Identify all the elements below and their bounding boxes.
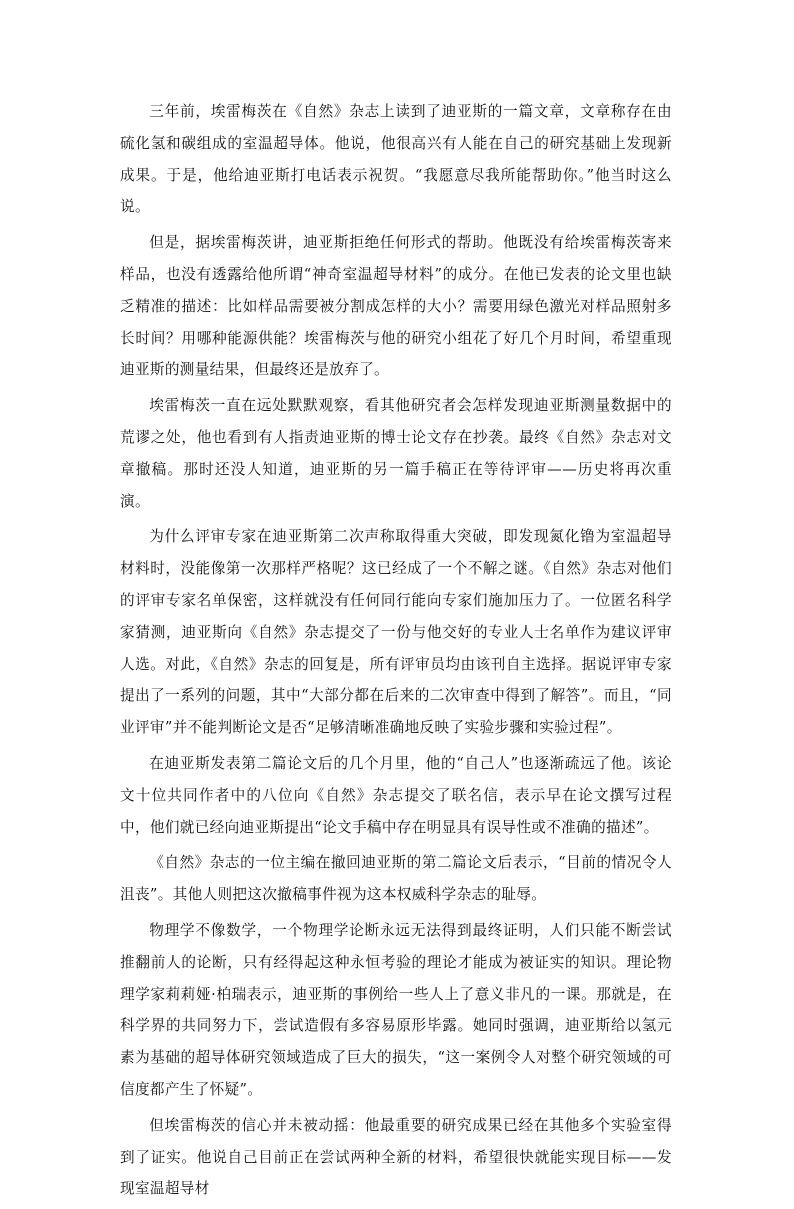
paragraph-6: 《自然》杂志的一位主编在撤回迪亚斯的第二篇论文后表示，“目前的情况令人沮丧”。其他人则把这次撤稿事件视为这本权威科学杂志的耻辱。 <box>120 854 672 904</box>
paragraph-4: 为什么评审专家在迪亚斯第二次声称取得重大突破，即发现氮化镥为室温超导材料时，没能像第一次那样严格呢？这已经成了一个不解之谜。《自然》杂志对他们的评审专家名单保密，这样就没有任何同行能向专家们施加压力了。一位匿名科学家猜测，迪亚斯向《自然》杂志提交了一份与他交好的专业人士名单作为建议评审人选。对此，《自然》杂志的回复是，所有评审员均由该刊自主选择。据说评审专家提出了一系列的问题，其中“大部分都在后来的二次审查中得到了解答”。而且，“同业评审”并不能判断论文是否“足够清晰准确地反映了实验步骤和实验过程”。 <box>120 528 672 737</box>
paragraph-2: 但是，据埃雷梅茨讲，迪亚斯拒绝任何形式的帮助。他既没有给埃雷梅茨寄来样品，也没有透露给他所谓“神奇室温超导材料”的成分。在他已发表的论文里也缺乏精准的描述：比如样品需要被分割成怎样的大小？需要用绿色激光对样品照射多长时间？用哪种能源供能？埃雷梅茨与他的研究小组花了好几个月时间，希望重现迪亚斯的测量结果，但最终还是放弃了。 <box>120 234 672 379</box>
document-page <box>120 96 672 1209</box>
paragraph-3: 埃雷梅茨一直在远处默默观察，看其他研究者会怎样发现迪亚斯测量数据中的荒谬之处，他也看到有人指责迪亚斯的博士论文存在抄袭。最终《自然》杂志对文章撤稿。那时还没人知道，迪亚斯的另一篇手稿正在等待评审——历史将再次重演。 <box>120 397 672 510</box>
paragraph-1: 三年前，埃雷梅茨在《自然》杂志上读到了迪亚斯的一篇文章，文章称存在由硫化氢和碳组成的室温超导体。他说，他很高兴有人能在自己的研究基础上发现新成果。于是，他给迪亚斯打电话表示祝贺。“我愿意尽我所能帮助你。”他当时这么说。 <box>120 103 672 216</box>
paragraph-5: 在迪亚斯发表第二篇论文后的几个月里，他的“自己人”也逐渐疏远了他。该论文十位共同作者中的八位向《自然》杂志提交了联名信，表示早在论文撰写过程中，他们就已经向迪亚斯提出“论文手稿中存在明显具有误导性或不准确的描述”。 <box>120 754 672 836</box>
paragraph-7: 物理学不像数学，一个物理学论断永远无法得到最终证明，人们只能不断尝试推翻前人的论断，只有经得起这种永恒考验的理论才能成为被证实的知识。理论物理学家莉莉娅·柏瑞表示，迪亚斯的事例给一些人上了意义非凡的一课。那就是，在科学界的共同努力下，尝试造假有多容易原形毕露。她同时强调，迪亚斯给以氢元素为基础的超导体研究领域造成了巨大的损失，“这一案例令人对整个研究领域的可信度都产生了怀疑”。 <box>120 921 672 1098</box>
paragraph-8: 但埃雷梅茨的信心并未被动摇：他最重要的研究成果已经在其他多个实验室得到了证实。他说自己目前正在尝试两种全新的材料，希望很快就能实现目标——发现室温超导材 <box>120 1116 672 1198</box>
